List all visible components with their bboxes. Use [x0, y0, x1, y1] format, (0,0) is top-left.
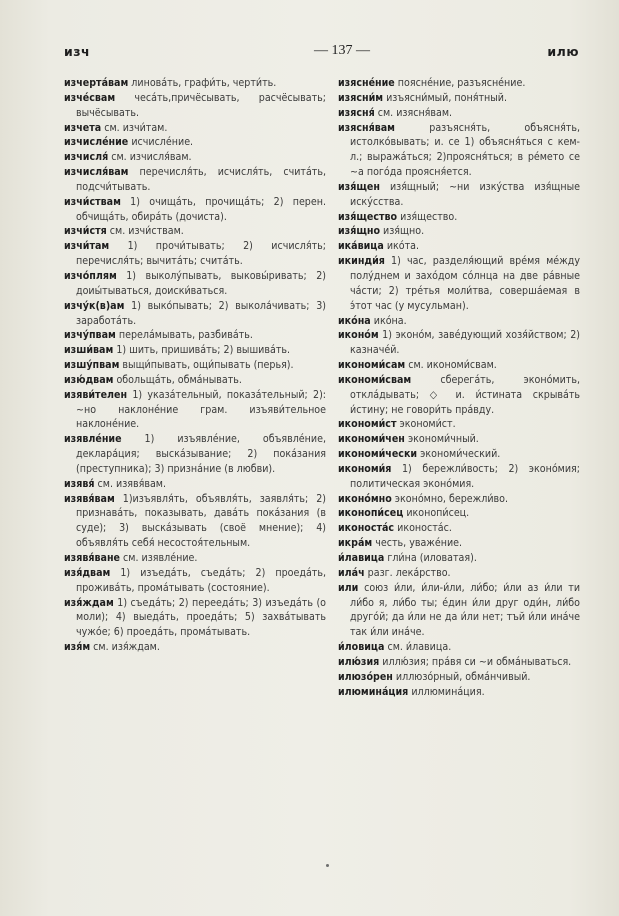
entry-headword: изявлéние	[64, 433, 122, 446]
entry-headword: изя́щно	[338, 225, 381, 238]
entry-definition: 1) съедáть; 2) переедáть; 3) изъедáть (о моли); 4) выедáть, проедáть; 5) захвáтывать чужóе; 6) проедáть, промáтывать.	[76, 596, 326, 639]
entry-headword: изчислéние	[64, 136, 129, 149]
dictionary-entry	[338, 566, 580, 581]
dictionary-entry	[64, 299, 326, 329]
entry-headword: икинди́я	[338, 255, 385, 268]
dictionary-entry	[338, 180, 580, 210]
entry-headword: изчисля́	[64, 151, 109, 164]
dictionary-entry	[64, 328, 326, 343]
right-column	[338, 76, 580, 699]
entry-definition: 1) шить, пришивáть; 2) вышивáть.	[116, 344, 291, 357]
dictionary-entry	[64, 165, 326, 195]
dictionary-entry	[64, 150, 326, 165]
dictionary-entry	[338, 506, 580, 521]
entry-headword: изшу́пвам	[64, 359, 120, 372]
entry-headword: илю́зия	[338, 655, 380, 668]
dictionary-entry	[64, 239, 326, 269]
entry-headword: или	[338, 581, 359, 594]
dictionary-entry	[64, 388, 326, 433]
entry-headword: изчи́ствам	[64, 195, 121, 208]
entry-definition: 1) эконóм, завéдующий хозя́йством; 2) казначéй.	[350, 329, 581, 357]
entry-headword: изяснéние	[338, 77, 395, 89]
dictionary-entry	[338, 551, 580, 566]
dictionary-entry	[338, 106, 580, 121]
entry-definition: изя́щество.	[400, 210, 458, 223]
page-number: — 137 —	[314, 43, 370, 58]
entry-headword: икономи́свам	[338, 373, 412, 386]
entry-headword: изявя́ване	[64, 552, 120, 564]
entry-headword: изя́щен	[338, 180, 380, 193]
entry-definition: 1) выко́пывать; 2) выкола́чивать; 3) заработáть.	[76, 299, 326, 327]
entry-headword: икономи́ст	[338, 418, 397, 431]
entry-headword: иконóмно	[338, 492, 392, 505]
dictionary-entry	[338, 91, 580, 106]
entry-definition: перелáмывать, разбивáть.	[118, 329, 253, 342]
entry-definition: сберегáть, эконóмить, отклáдывать; ◇ и. и́стината скрывáть и́стину; не говори́ть прáвду.	[350, 373, 580, 416]
entry-definition: 1) изъедáть, съедáть; 2) проедáть, проживáть, промáтывать (состояние).	[76, 566, 326, 594]
dictionary-entry	[338, 76, 580, 91]
dictionary-entry	[64, 135, 326, 150]
entry-definition: пояснéние, разъяснéние.	[397, 77, 526, 89]
entry-headword: изя́ждам	[64, 596, 114, 609]
entry-definition: обольщáть, обмáнывать.	[116, 373, 242, 386]
entry-headword: икономи́я	[338, 462, 392, 475]
entry-headword: изчи́там	[64, 240, 110, 253]
entry-definition: 1) прочи́тывать; 2) исчисля́ть; перечисля́ть; вычитáть; считáть.	[76, 240, 326, 268]
entry-definition: эконóмно, бережли́во.	[394, 492, 508, 505]
dictionary-entry	[338, 224, 580, 239]
entry-headword: икóна	[338, 314, 371, 327]
entry-definition: иконопи́сец.	[406, 507, 470, 520]
page-speck	[326, 864, 329, 867]
dictionary-entry	[64, 477, 326, 492]
entry-definition: см. изясня́вам.	[377, 106, 453, 119]
entry-headword: илáч	[338, 566, 365, 579]
entry-definition: 1) бережли́вость; 2) эконóмия; политическая эконóмия.	[350, 462, 581, 490]
entry-headword: изчу́пвам	[64, 329, 116, 342]
dictionary-entry	[338, 447, 580, 462]
entry-definition: 1)изъявля́ть, объявля́ть, заявля́ть; 2) признавáть, показывать, давáть покáзания (в суде); 3) выскáзывать (своё мнение); 4) объявля́ть себя́ несостоя́тельным.	[76, 492, 326, 550]
dictionary-entry	[338, 521, 580, 536]
entry-definition: 1) изъявлéние, объявлéние, деклара́ция; выскáзывание; 2) покáзания (преступника); 3) признáние (в любви).	[76, 433, 326, 475]
entry-headword: изяви́телен	[64, 388, 128, 401]
entry-definition: см. изявя́вам.	[97, 477, 167, 490]
entry-headword: изя́щество	[338, 210, 398, 223]
entry-headword: изчета	[64, 121, 102, 134]
entry-definition: см. изя́ждам.	[93, 641, 160, 654]
entry-headword: икрáм	[338, 537, 373, 550]
dictionary-entry	[64, 373, 326, 388]
dictionary-entry	[338, 239, 580, 254]
entry-definition: см. и́лавица.	[387, 641, 452, 654]
entry-definition: икóта.	[386, 240, 420, 253]
dictionary-entry	[64, 492, 326, 551]
entry-headword: изчо́плям	[64, 269, 117, 282]
entry-headword: изчисля́вам	[64, 166, 129, 179]
entry-definition: иллю́зия; прáвя си ~и обмáнываться.	[382, 655, 572, 668]
header-right-guide-word: илю	[547, 44, 579, 59]
entry-definition: см. икономи́свам.	[408, 359, 497, 372]
entry-headword: иконостáс	[338, 522, 395, 535]
entry-headword: и́лавица	[338, 552, 385, 564]
entry-headword: ика́вица	[338, 240, 384, 253]
entry-headword: икономи́чен	[338, 433, 405, 446]
entry-headword: изчу́к(в)ам	[64, 299, 125, 312]
entry-headword: изчéсвам	[64, 91, 116, 104]
dictionary-entry	[338, 210, 580, 225]
entry-definition: чесáть,причёсывать, расчёсывать; вычёсывать.	[76, 91, 326, 119]
entry-definition: 1) указáтельный, показáтельный; 2): ~но наклонéние грам. изъяви́тельное наклонéние.	[76, 388, 326, 431]
entry-definition: изъясни́мый, поня́тный.	[386, 91, 507, 104]
entry-definition: 1) час, разделя́ющий врéмя мéжду полу́днем и захóдом сóлнца на две рáвные чáсти; 2) трéтья моли́тва, совершáемая в э́тот час (у мусульман).	[350, 255, 580, 312]
entry-definition: гли́на (иловатая).	[387, 552, 477, 564]
entry-definition: иконостáс.	[397, 522, 452, 535]
entry-headword: изясня́вам	[338, 121, 395, 134]
dictionary-entry	[64, 432, 326, 477]
entry-headword: изю́двам	[64, 373, 114, 386]
dictionary-entry	[64, 566, 326, 596]
dictionary-entry	[338, 640, 580, 655]
entry-definition: союз и́ли, и́ли-и́ли, ли́бо; и́ли аз и́ли ти ли́бо я, ли́бо ты; éдин и́ли друг оди́н, ли́бо другóй; да и́ли не да и́ли нет; тъй и́ли инáче так и́ли инáче.	[350, 581, 581, 639]
entry-definition: честь, уважéние.	[375, 537, 463, 550]
dictionary-entry	[338, 536, 580, 551]
entry-headword: изши́вам	[64, 344, 114, 357]
entry-definition: перечисля́ть, исчисля́ть, считáть, подсчи́тывать.	[76, 166, 326, 193]
header-left-guide-word: изч	[64, 44, 91, 59]
entry-headword: икономи́сам	[338, 359, 406, 372]
dictionary-entry	[338, 492, 580, 507]
page-header	[64, 44, 579, 68]
dictionary-entry	[338, 254, 580, 313]
dictionary-entry	[338, 670, 580, 685]
dictionary-entry	[338, 581, 580, 640]
entry-definition: экономи́чный.	[407, 433, 479, 446]
entry-headword: изчи́стя	[64, 225, 107, 238]
left-column	[64, 76, 326, 655]
entry-definition: экономи́ст.	[399, 418, 456, 431]
dictionary-entry	[64, 343, 326, 358]
dictionary-entry	[338, 328, 580, 358]
entry-headword: иконóм	[338, 329, 379, 342]
entry-definition: исчислéние.	[131, 136, 194, 149]
dictionary-entry	[64, 269, 326, 299]
entry-definition: изя́щно.	[383, 225, 425, 238]
entry-definition: см. изчисля́вам.	[111, 151, 192, 164]
entry-definition: разг. лекáрство.	[367, 566, 451, 579]
entry-definition: линовáть, графи́ть, черти́ть.	[131, 77, 277, 89]
dictionary-entry	[338, 655, 580, 670]
entry-definition: см. изявлéние.	[123, 552, 198, 564]
dictionary-entry	[338, 314, 580, 329]
entry-headword: и́ловица	[338, 641, 385, 654]
dictionary-entry	[338, 685, 580, 700]
dictionary-entry	[64, 91, 326, 121]
entry-definition: изя́щный; ~ни изку́ства изя́щные искýсства.	[350, 180, 580, 208]
dictionary-entry	[64, 224, 326, 239]
entry-definition: см. изчи́там.	[104, 121, 168, 134]
dictionary-entry	[338, 358, 580, 373]
dictionary-entry	[338, 373, 580, 418]
entry-headword: изясни́м	[338, 91, 384, 104]
dictionary-entry	[64, 358, 326, 373]
dictionary-entry	[64, 76, 326, 91]
entry-definition: см. изчи́ствам.	[109, 225, 184, 238]
entry-definition: 1) очищáть, прочищáть; 2) перен. обчищáть, обирáть (дочиста).	[76, 195, 326, 223]
entry-headword: илюминáция	[338, 685, 409, 698]
entry-headword: изявя́вам	[64, 492, 115, 505]
entry-headword: изявя́	[64, 477, 95, 490]
entry-headword: изя́двам	[64, 566, 111, 579]
dictionary-entry	[338, 432, 580, 447]
entry-definition: 1) выколу́пывать, выковы́ривать; 2) доиы́тываться, доиски́ваться.	[76, 269, 326, 297]
entry-headword: изясня́	[338, 106, 375, 119]
entry-definition: экономи́ческий.	[420, 448, 501, 461]
entry-definition: выщи́пывать, ощи́пывать (перья).	[122, 359, 294, 372]
entry-headword: изчертáвам	[64, 77, 129, 89]
entry-headword: изя́м	[64, 641, 91, 654]
dictionary-entry	[64, 195, 326, 225]
dictionary-entry	[64, 121, 326, 136]
entry-headword: икономи́чески	[338, 448, 418, 461]
entry-headword: илюзóрен	[338, 670, 393, 683]
dictionary-entry	[64, 596, 326, 641]
entry-headword: иконопи́сец	[338, 507, 404, 520]
entry-definition: икóна.	[373, 314, 407, 327]
entry-definition: разъясня́ть, объясня́ть, истолко́вывать; и. се 1) объясня́ться с кем-л.; выражáться; 2)проясня́ться; в рéмето се ~а погóда проясня́ется.	[350, 121, 580, 179]
dictionary-entry	[338, 462, 580, 492]
dictionary-entry	[64, 640, 326, 655]
entry-definition: иллюзóрный, обмáнчивый.	[395, 670, 531, 683]
dictionary-entry	[64, 551, 326, 566]
entry-definition: иллюминáция.	[411, 685, 485, 698]
dictionary-entry	[338, 417, 580, 432]
dictionary-entry	[338, 121, 580, 180]
